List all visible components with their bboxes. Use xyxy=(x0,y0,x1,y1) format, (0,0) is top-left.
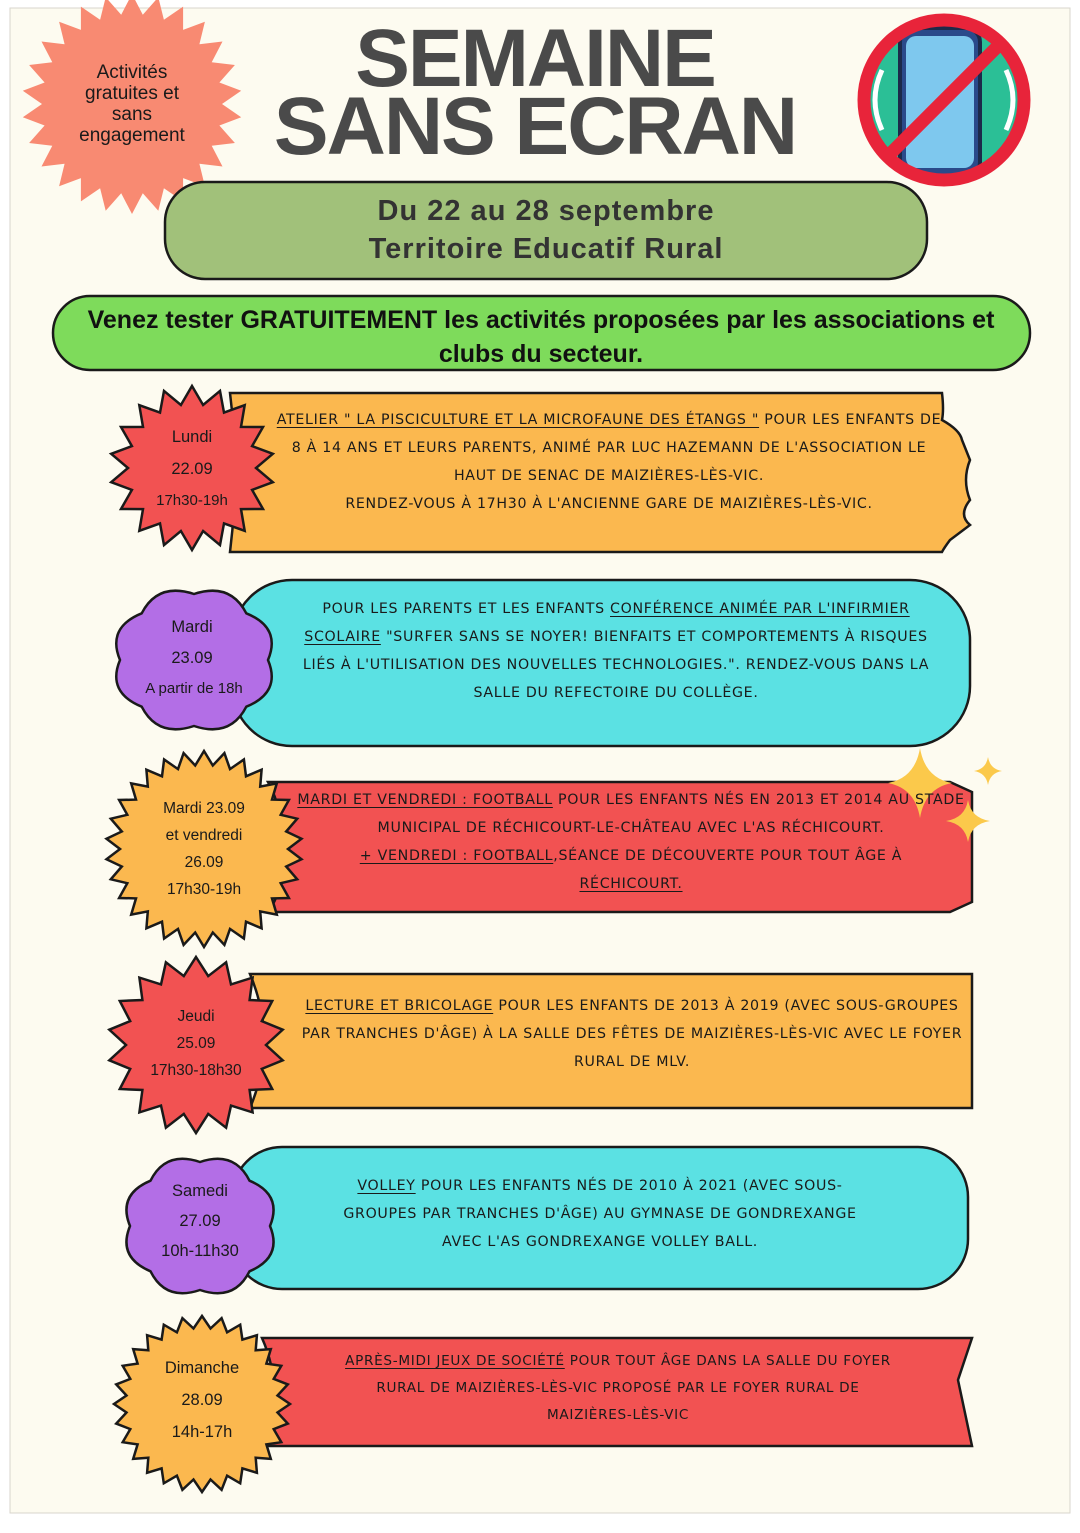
dates-line: Du 22 au 28 septembre xyxy=(377,195,715,227)
event-intro: POUR LES PARENTS ET LES ENFANTS xyxy=(322,601,610,617)
event-body: POUR TOUT ÂGE DANS LA SALLE DU FOYER RURAL DE MAIZIÈRES-LÈS-VIC PROPOSÉ PAR LE FOYER RURAL DE MAIZIÈRES-LÈS-VIC xyxy=(376,1353,891,1423)
territory-line: Territoire Educatif Rural xyxy=(368,233,724,265)
event-description xyxy=(326,1172,874,1256)
event-day: Dimanche xyxy=(164,1359,240,1377)
event-time: 17h30-19h xyxy=(156,492,228,509)
event-date: 28.09 xyxy=(181,1391,223,1409)
event-description xyxy=(340,1348,896,1429)
event-body: "SURFER SANS SE NOYER! BIENFAITS ET COMPORTEMENTS À RISQUES LIÉS À L'UTILISATION DES NOUVELLES TECHNOLOGIES.". RENDEZ-VOUS DANS LA SALLE DU REFECTOIRE DU COLLÈGE. xyxy=(302,629,930,701)
event-date: et vendredi xyxy=(165,827,243,844)
event-title: APRÈS-MIDI JEUX DE SOCIÉTÉ xyxy=(345,1353,565,1369)
event-body: POUR LES ENFANTS NÉS DE 2010 À 2021 (AVEC SOUS-GROUPES PAR TRANCHES D'ÂGE) AU GYMNASE DE GONDREXANGE AVEC L'AS GONDREXANGE VOLLEY BALL. xyxy=(343,1178,857,1250)
event-time: 10h-11h30 xyxy=(161,1242,239,1260)
badge-line: engagement xyxy=(79,125,185,146)
badge-line: sans xyxy=(111,104,153,125)
invite-emphasis: GRATUITEMENT xyxy=(240,306,438,334)
event-date: 25.09 xyxy=(176,1035,216,1052)
event-title: CONFÉRENCE ANIMÉE PAR L'INFIRMIER SCOLAIRE xyxy=(304,601,910,645)
event-time: 17h30-19h xyxy=(166,881,242,898)
title-line-2: SANS ECRAN xyxy=(273,81,797,172)
event-time: A partir de 18h xyxy=(145,680,243,697)
event-date: 27.09 xyxy=(179,1212,221,1230)
event-day: Jeudi xyxy=(177,1008,215,1025)
badge-line: Activités xyxy=(96,62,168,83)
event-description xyxy=(296,786,966,898)
event-time: 17h30-18h30 xyxy=(150,1062,242,1079)
no-phone-icon xyxy=(862,20,1026,180)
event-date: 22.09 xyxy=(171,460,213,478)
event-date: 23.09 xyxy=(171,649,213,667)
event-title: MARDI ET VENDREDI : FOOTBALL xyxy=(297,792,553,808)
event-description xyxy=(276,406,942,518)
event-day: Lundi xyxy=(171,428,213,446)
event-description xyxy=(296,595,936,707)
event-date: 26.09 xyxy=(184,854,224,871)
event-day: Mardi 23.09 xyxy=(163,800,245,817)
event-body: POUR LES ENFANTS DE 2013 À 2019 (AVEC SOUS-GROUPES PAR TRANCHES D'ÂGE) À LA SALLE DES FÊTES DE MAIZIÈRES-LÈS-VIC AVEC LE FOYER RURAL DE MLV. xyxy=(301,998,963,1070)
event-body: POUR LES ENFANTS DE 8 À 14 ANS ET LEURS PARENTS, ANIMÉ PAR LUC HAZEMANN DE L'ASSOCIATION LE HAUT DE SENAC DE MAIZIÈRES-LÈS-VIC. xyxy=(291,412,942,484)
event-title: ATELIER " LA PISCICULTURE ET LA MICROFAUNE DES ÉTANGS " xyxy=(276,412,760,428)
badge-line: gratuites et xyxy=(85,83,179,104)
invite-text xyxy=(74,303,1008,371)
event-body: RÉCHICOURT. xyxy=(579,876,683,892)
event-description xyxy=(290,992,974,1076)
title-line-1: SEMAINE xyxy=(355,13,715,104)
event-body: POUR LES ENFANTS NÉS EN 2013 ET 2014 AU STADE MUNICIPAL DE RÉCHICOURT-LE-CHÂTEAU AVEC L'AS RÉCHICOURT. xyxy=(377,792,965,836)
event-title: + VENDREDI : FOOTBALL xyxy=(359,848,554,864)
event-body: ,SÉANCE DE DÉCOUVERTE POUR TOUT ÂGE À xyxy=(553,848,903,864)
event-title: LECTURE ET BRICOLAGE xyxy=(305,998,494,1014)
event-meeting: RENDEZ-VOUS À 17H30 À L'ANCIENNE GARE DE MAIZIÈRES-LÈS-VIC. xyxy=(345,496,873,512)
event-title: VOLLEY xyxy=(357,1178,416,1194)
invite-prefix: Venez tester xyxy=(87,306,241,334)
event-time: 14h-17h xyxy=(171,1423,233,1441)
event-day: Samedi xyxy=(172,1182,228,1200)
event-day: Mardi xyxy=(171,618,213,636)
invite-suffix: les activités proposées par les associations et clubs du secteur. xyxy=(437,306,995,368)
